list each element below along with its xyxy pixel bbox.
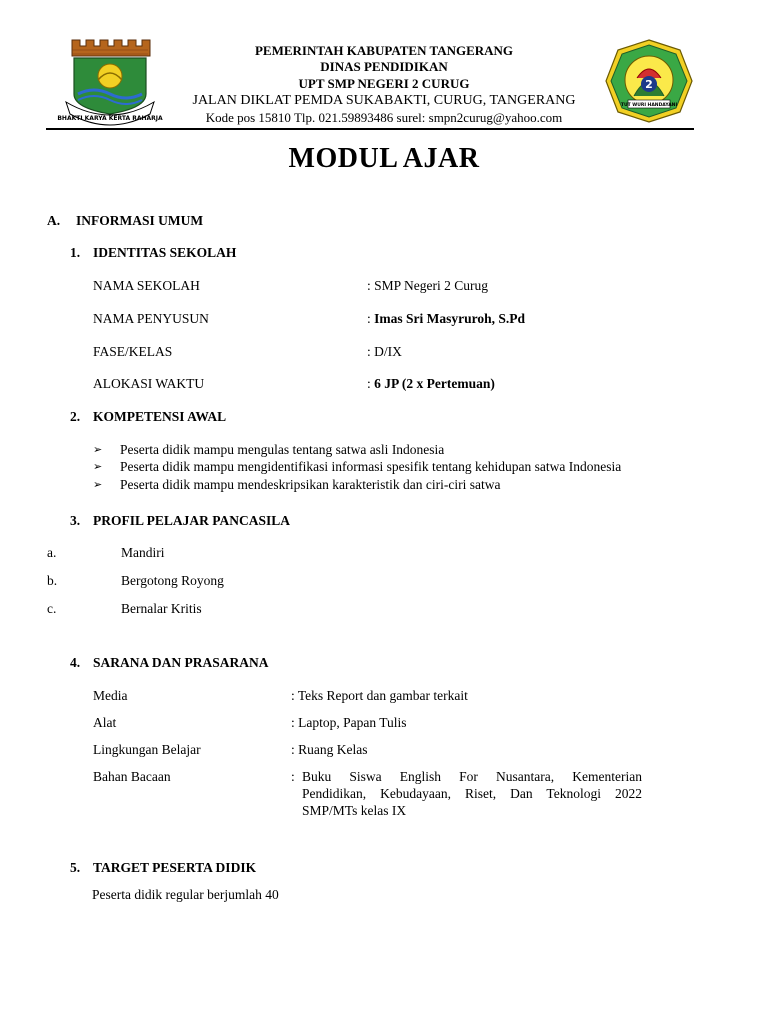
school-logo-motto: TUT WURI HANDAYANI xyxy=(620,103,678,108)
identity-value-school: : SMP Negeri 2 Curug xyxy=(367,278,489,293)
section-a-marker: A. xyxy=(47,213,61,228)
section-4-number: 4. xyxy=(70,655,81,670)
section-1-number: 1. xyxy=(70,245,81,260)
section-3-title: PROFIL PELAJAR PANCASILA xyxy=(93,513,291,528)
reading-line-3: SMP/MTs kelas IX xyxy=(302,803,407,818)
document-title: MODUL AJAR xyxy=(288,143,480,174)
bullet-arrow-icon: ➢ xyxy=(93,479,103,491)
section-a-title: INFORMASI UMUM xyxy=(76,213,204,228)
section-2-number: 2. xyxy=(70,409,81,424)
section-4-title: SARANA DAN PRASARANA xyxy=(93,655,269,670)
profile-marker: a. xyxy=(47,545,57,560)
identity-label-time: ALOKASI WAKTU xyxy=(93,376,205,391)
reading-line-2: Pendidikan, Kebudayaan, Riset, Dan Teknologi 2022 xyxy=(302,786,642,801)
target-description: Peserta didik regular berjumlah 40 xyxy=(92,887,279,902)
bullet-arrow-icon: ➢ xyxy=(93,461,103,473)
letterhead-line-3: UPT SMP NEGERI 2 CURUG xyxy=(298,76,470,91)
identity-label-phase: FASE/KELAS xyxy=(93,344,173,359)
facility-label-reading: Bahan Bacaan xyxy=(93,769,171,784)
section-3-number: 3. xyxy=(70,513,81,528)
facility-label-environment: Lingkungan Belajar xyxy=(93,742,201,757)
section-5-title: TARGET PESERTA DIDIK xyxy=(93,860,257,875)
facility-value-tools: : Laptop, Papan Tulis xyxy=(291,715,407,730)
profile-item: Mandiri xyxy=(121,545,165,560)
identity-value-author: : Imas Sri Masyruroh, S.Pd xyxy=(367,311,526,326)
facility-value-media: : Teks Report dan gambar terkait xyxy=(291,688,468,703)
facility-label-media: Media xyxy=(93,688,128,703)
facility-colon: : xyxy=(291,769,295,784)
facility-value-environment: : Ruang Kelas xyxy=(291,742,368,757)
facility-value-reading xyxy=(302,768,642,819)
letterhead-contact: Kode pos 15810 Tlp. 021.59893486 surel: smpn2curug@yahoo.com xyxy=(205,110,563,125)
profile-item: Bernalar Kritis xyxy=(121,601,202,616)
profile-marker: b. xyxy=(47,573,58,588)
profile-item: Bergotong Royong xyxy=(121,573,224,588)
school-logo-number: 2 xyxy=(645,78,653,91)
competency-item: Peserta didik mampu mendeskripsikan karakteristik dan ciri-ciri satwa xyxy=(120,477,501,492)
identity-value-phase: : D/IX xyxy=(367,344,402,359)
bullet-arrow-icon: ➢ xyxy=(93,444,103,456)
section-2-title: KOMPETENSI AWAL xyxy=(93,409,227,424)
letterhead-divider xyxy=(46,128,694,130)
profile-marker: c. xyxy=(47,601,57,616)
letterhead-line-2: DINAS PENDIDIKAN xyxy=(320,59,448,74)
competency-item: Peserta didik mampu mengidentifikasi informasi spesifik tentang kehidupan satwa Indonesia xyxy=(120,459,622,474)
letterhead-address: JALAN DIKLAT PEMDA SUKABAKTI, CURUG, TANGERANG xyxy=(192,93,576,108)
section-5-number: 5. xyxy=(70,860,81,875)
identity-label-school: NAMA SEKOLAH xyxy=(93,278,200,293)
reading-line-1: Buku Siswa English For Nusantara, Kementerian xyxy=(302,769,642,784)
left-logo-motto: BHAKTI KARYA KERTA RAHARJA xyxy=(57,115,163,122)
identity-label-author: NAMA PENYUSUN xyxy=(93,311,209,326)
competency-item: Peserta didik mampu mengulas tentang satwa asli Indonesia xyxy=(120,442,445,457)
identity-value-time: : 6 JP (2 x Pertemuan) xyxy=(367,376,495,391)
section-1-title: IDENTITAS SEKOLAH xyxy=(93,245,237,260)
facility-label-tools: Alat xyxy=(93,715,117,730)
letterhead-line-1: PEMERINTAH KABUPATEN TANGERANG xyxy=(254,43,514,58)
